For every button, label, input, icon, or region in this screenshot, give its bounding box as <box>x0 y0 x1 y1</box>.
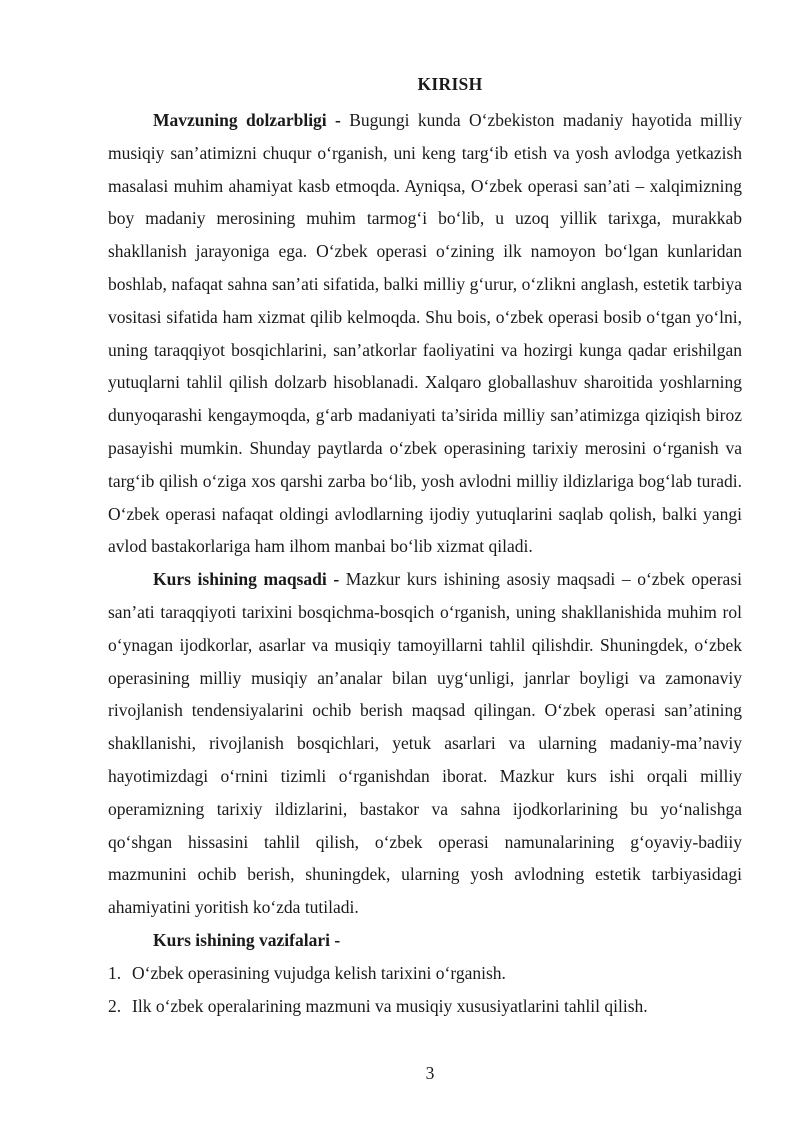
list-item <box>108 990 742 1023</box>
list-item-number: 1. <box>108 962 122 983</box>
list-item-text: Ilk o‘zbek operalarining mazmuni va musiqiy xususiyatlarini tahlil qilish. <box>132 995 648 1016</box>
goal-paragraph <box>108 563 742 924</box>
document-body <box>108 104 742 1022</box>
relevance-lead: Mavzuning dolzarbligi - <box>153 110 341 130</box>
relevance-text: Bugungi kunda O‘zbekiston madaniy hayotida milliy musiqiy san’atimizni chuqur o‘rganish, uni keng targ‘ib etish va yosh avlodga yetkazish masalasi muhim ahamiyat kasb etmoqda. Ayniqsa, O‘zbek operasi san’ati – xalqimizning boy madaniy merosining muhim tarmog‘i bo‘lib, u uzoq yillik tarixga, murakkab shakllanish jarayoniga ega. O‘zbek operasi o‘zining ilk namoyon bo‘lgan kunlaridan boshlab, nafaqat sahna san’ati sifatida, balki milliy g‘urur, o‘zlikni anglash, estetik tarbiya vositasi sifatida ham xizmat qilib kelmoqda. Shu bois, o‘zbek operasi bosib o‘tgan yo‘lni, uning taraqqiyot bosqichlarini, san’atkorlar faoliyatini va hozirgi kunga qadar erishilgan yutuqlarni tahlil qilish dolzarb hisoblanadi. Xalqaro globallashuv sharoitida yoshlarning dunyoqarashi kengaymoqda, g‘arb madaniyati ta’sirida milliy san’atimizga qiziqish biroz pasayishi mumkin. Shunday paytlarda o‘zbek operasining tarixiy merosini o‘rganish va targ‘ib qilish o‘ziga xos qarshi zarba bo‘lib, yosh avlodni milliy ildizlariga bog‘lab turadi. O‘zbek operasi nafaqat oldingi avlodlarning ijodiy yutuqlarini saqlab qolish, balki yangi avlod bastakorlariga ham ilhom manbai bo‘lib xizmat qiladi. <box>108 110 742 557</box>
goal-text: Mazkur kurs ishining asosiy maqsadi – o‘zbek operasi san’ati taraqqiyoti tarixini bosqichma-bosqich o‘rganish, uning shakllanishida muhim rol o‘ynagan ijodkorlar, asarlar va musiqiy tamoyillarni tahlil qilishdir. Shuningdek, o‘zbek operasining milliy musiqiy an’analar bilan uyg‘unligi, janrlar boyligi va zamonaviy rivojlanish tendensiyalarini ochib berish maqsad qilingan. O‘zbek operasi san’atining shakllanishi, rivojlanish bosqichlari, yetuk asarlari va ularning madaniy-ma’naviy hayotimizdagi o‘rnini tizimli o‘rganishdan iborat. Mazkur kurs ishi orqali milliy operamizning tarixiy ildizlarini, bastakor va sahna ijodkorlarining bu yo‘nalishga qo‘shgan hissasini tahlil qilish, o‘zbek operasi namunalarining g‘oyaviy-badiiy mazmunini ochib berish, shuningdek, ularning yosh avlodning estetik tarbiyasidagi ahamiyatini yoritish ko‘zda tutiladi. <box>108 569 742 918</box>
page-number: 3 <box>425 1063 435 1083</box>
list-item-text: O‘zbek operasining vujudga kelish tarixini o‘rganish. <box>132 962 506 983</box>
list-item <box>108 957 742 990</box>
tasks-heading: Kurs ishining vazifalari - <box>153 929 341 950</box>
list-item-number: 2. <box>108 995 122 1016</box>
tasks-list <box>108 957 742 1023</box>
page-title: KIRISH <box>417 74 483 94</box>
goal-lead: Kurs ishining maqsadi - <box>153 569 340 590</box>
relevance-paragraph <box>108 104 742 563</box>
